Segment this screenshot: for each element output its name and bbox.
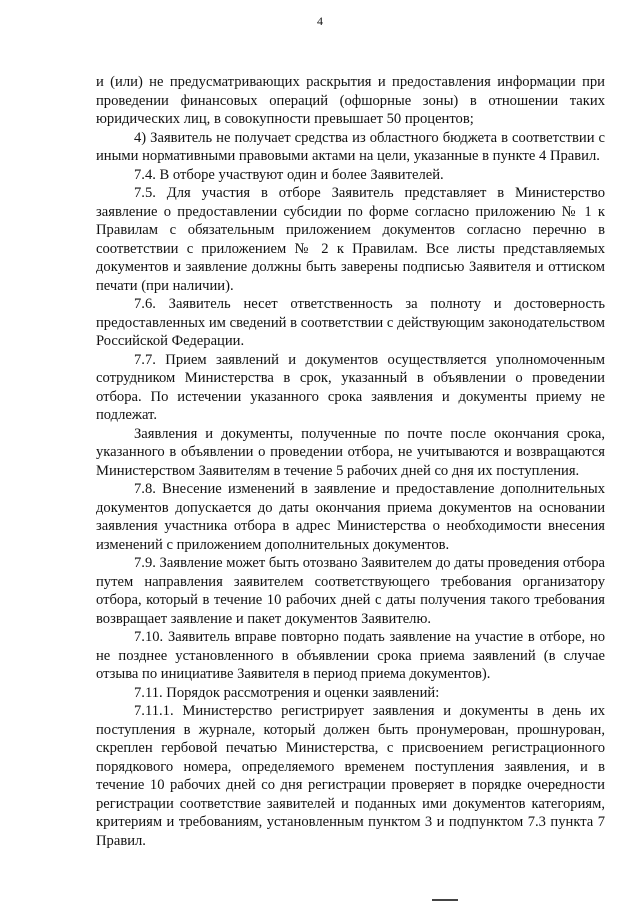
paragraph: 7.4. В отборе участвуют один и более Заявителей. bbox=[134, 166, 444, 183]
page-number: 4 bbox=[317, 14, 323, 28]
paragraph: 7.9. Заявление может быть отозвано Заявителем до даты проведения отбора путем направления заявителем соответствующего требования организатору отбора, который в течение 10 рабочих дней с даты получения такого требования возвращает заявление и пакет документов Заявителю. bbox=[96, 555, 605, 627]
paragraph: 7.8. Внесение изменений в заявление и предоставление дополнительных документов допускается до даты окончания приема документов на основании заявления участника отбора в адрес Министерства о необходимости внесения изменений с приложением дополнительных документов. bbox=[96, 481, 605, 553]
paragraph: 7.11. Порядок рассмотрения и оценки заявлений: bbox=[134, 684, 440, 701]
scan-mark bbox=[432, 899, 458, 901]
document-body bbox=[96, 73, 605, 850]
paragraph: 7.5. Для участия в отборе Заявитель представляет в Министерство заявление о предоставлении субсидии по форме согласно приложению № 1 к Правилам с обязательным приложением документов согласно перечню в соответствии с приложением № 2 к Правилам. Все листы представляемых документов и заявление должны быть заверены подписью Заявителя и оттиском печати (при наличии). bbox=[96, 185, 605, 294]
paragraph: 7.10. Заявитель вправе повторно подать заявление на участие в отборе, но не позднее установленного в объявлении срока приема заявлений (в случае отзыва по инициативе Заявителя в период приема документов). bbox=[96, 629, 605, 682]
paragraph: 7.6. Заявитель несет ответственность за полноту и достоверность предоставленных им сведений в соответствии с действующим законодательством Российской Федерации. bbox=[96, 296, 605, 349]
paragraph: 7.11.1. Министерство регистрирует заявления и документы в день их поступления в журнале, который должен быть пронумерован, прошнурован, скреплен гербовой печатью Министерства, с присвоением регистрационного порядкового номера, определяемого временем поступления заявления, и в течение 10 рабочих дней со дня регистрации проверяет в порядке очередности регистрации соответствие заявителей и поданных ими документов категориям, критериям и требованиям, установленным пунктом 3 и подпунктом 7.3 пункта 7 Правил. bbox=[96, 703, 605, 849]
paragraph: 4) Заявитель не получает средства из областного бюджета в соответствии с иными нормативными правовыми актами на цели, указанные в пункте 4 Правил. bbox=[96, 129, 605, 164]
paragraph: 7.7. Прием заявлений и документов осуществляется уполномоченным сотрудником Министерства в срок, указанный в объявлении о проведении отбора. По истечении указанного срока заявления и документы приему не подлежат. bbox=[96, 351, 605, 423]
paragraph: и (или) не предусматривающих раскрытия и предоставления информации при проведении финансовых операций (офшорные зоны) в отношении таких юридических лиц, в совокупности превышает 50 процентов; bbox=[96, 74, 605, 127]
paragraph: Заявления и документы, полученные по почте после окончания срока, указанного в объявлении о проведении отбора, не учитываются и возвращаются Министерством Заявителям в течение 5 рабочих дней со дня их поступления. bbox=[96, 425, 605, 479]
